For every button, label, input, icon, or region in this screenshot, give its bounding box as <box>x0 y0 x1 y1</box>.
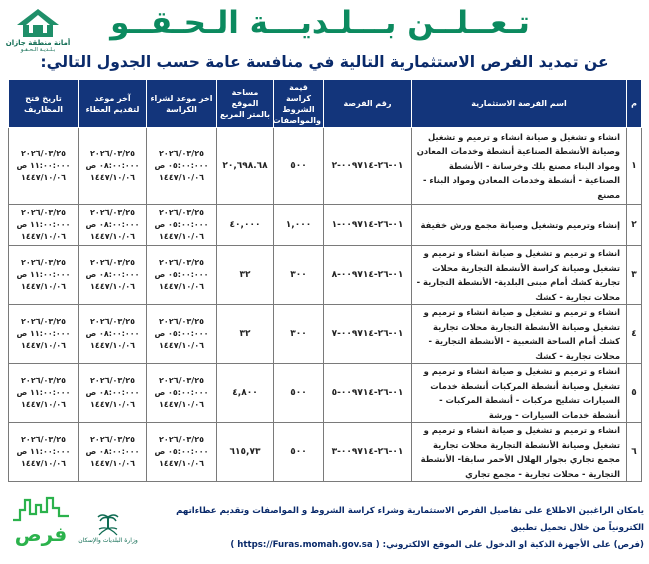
row-open-date: ٢٠٢٦/٠٣/٢٥ ١١:٠٠:٠٠٠ ص ١٤٤٧/١٠/٠٦ <box>9 128 79 205</box>
row-area: ٢٠,٦٩٨.٦٨ <box>217 128 274 205</box>
table-row <box>9 246 642 305</box>
page-subtitle: عن تمديد الفرص الاستثمارية التالية في منافسة عامة حسب الجدول التالي: <box>40 53 609 71</box>
row-open-date: ٢٠٢٦/٠٣/٢٥ ١١:٠٠:٠٠٠ ص ١٤٤٧/١٠/٠٦ <box>9 364 79 423</box>
page-title: تـعــلــن بـــلـديـــة الـحـقــو <box>110 5 530 41</box>
row-area: ٣٢ <box>217 246 274 305</box>
row-price: ٥٠٠ <box>274 423 324 482</box>
header-name: اسم الفرصة الاستثمارية <box>412 80 627 128</box>
row-num: ٤ <box>627 305 642 364</box>
furas-text: فرص <box>14 522 68 546</box>
header-buy: اخر موعد لشراء الكراسة <box>147 80 217 128</box>
palm-swords-icon <box>93 511 123 537</box>
footer-note <box>168 503 644 550</box>
row-submit-deadline: ٢٠٢٦/٠٣/٢٥ ٠٨:٠٠:٠٠٠ ص ١٤٤٧/١٠/٠٦ <box>79 128 147 205</box>
table-row <box>9 205 642 246</box>
header-price: قيمة كراسة الشروط والمواصفات <box>274 80 324 128</box>
row-num: ٢ <box>627 205 642 246</box>
row-price: ١,٠٠٠ <box>274 205 324 246</box>
table-row <box>9 128 642 205</box>
row-submit-deadline: ٢٠٢٦/٠٣/٢٥ ٠٨:٠٠:٠٠٠ ص ١٤٤٧/١٠/٠٦ <box>79 364 147 423</box>
row-num: ١ <box>627 128 642 205</box>
logo-line-1: أمانة منطقة جازان <box>5 39 71 47</box>
row-buy-deadline: ٢٠٢٦/٠٣/٢٥ ٠٥:٠٠:٠٠٠ ص ١٤٤٧/١٠/٠٦ <box>147 205 217 246</box>
municipality-emblem-icon <box>16 8 60 38</box>
furas-logo <box>10 496 72 552</box>
row-name: انشاء و تشغيل و صيانة انشاء و ترميم و تشغيل وصيانة الأنشطة الصناعية أنشطة وخدمات المعادن ومواد البناء مصنع بلك وخرسانة - الأنشطة الصناعية - أنشطة وخدمات المعادن ومواد البناء - مصنع <box>412 128 627 205</box>
row-area: ٤,٨٠٠ <box>217 364 274 423</box>
row-id: ٠١-٢٦-٠٠٩٧١٤-٨ <box>324 246 412 305</box>
row-area: ٣٢ <box>217 305 274 364</box>
row-name: انشاء و ترميم و تشغيل و صيانة انشاء و ترميم و تشغيل وصيانة أنشطة المركبات أنشطة خدمات السيارات تشليح مركبات - أنشطة المركبات - أنشطة خدمات السيارات - ورشة <box>412 364 627 423</box>
row-price: ٥٠٠ <box>274 128 324 205</box>
row-price: ٣٠٠ <box>274 305 324 364</box>
row-buy-deadline: ٢٠٢٦/٠٣/٢٥ ٠٥:٠٠:٠٠٠ ص ١٤٤٧/١٠/٠٦ <box>147 423 217 482</box>
row-buy-deadline: ٢٠٢٦/٠٣/٢٥ ٠٥:٠٠:٠٠٠ ص ١٤٤٧/١٠/٠٦ <box>147 246 217 305</box>
row-submit-deadline: ٢٠٢٦/٠٣/٢٥ ٠٨:٠٠:٠٠٠ ص ١٤٤٧/١٠/٠٦ <box>79 305 147 364</box>
row-area: ٦١٥,٧٣ <box>217 423 274 482</box>
row-open-date: ٢٠٢٦/٠٣/٢٥ ١١:٠٠:٠٠٠ ص ١٤٤٧/١٠/٠٦ <box>9 423 79 482</box>
row-open-date: ٢٠٢٦/٠٣/٢٥ ١١:٠٠:٠٠٠ ص ١٤٤٧/١٠/٠٦ <box>9 246 79 305</box>
furas-skyline-icon <box>12 496 70 522</box>
opportunities-table <box>8 79 642 482</box>
table-row <box>9 364 642 423</box>
footer-line-2[interactable]: (فرص) على الأجهزة الذكية او الدخول على الموقع الالكتروني: ( https://Furas.momah.gov.sa ) <box>230 540 644 550</box>
header-open: تاريخ فتح المظاريف <box>9 80 79 128</box>
row-open-date: ٢٠٢٦/٠٣/٢٥ ١١:٠٠:٠٠٠ ص ١٤٤٧/١٠/٠٦ <box>9 305 79 364</box>
row-id: ٠١-٢٦-٠٠٩٧١٤-٢ <box>324 128 412 205</box>
ministry-name: وزارة البلديات والإسكان <box>78 537 138 544</box>
row-name: انشاء و ترميم و تشغيل و صيانة انشاء و ترميم و تشغيل وصيانة كراسة الأنشطة التجارية محلات تجارية كشك أمام مبنى البلدية- الأنشطة التجارية - محلات تجارية - كشك <box>412 246 627 305</box>
table-row <box>9 423 642 482</box>
logo-line-2: بـلـديـة الـحـقـو <box>20 47 56 53</box>
footer-line-1: يامكان الراغبين الاطلاع على تفاصيل الفرص الاستثمارية وشراء كراسة الشروط و المواصفات وتقديم عطاءاتهم الكترونياً من خلال تحميل تطبيق <box>176 506 644 533</box>
header-num: م <box>627 80 642 128</box>
row-area: ٤٠,٠٠٠ <box>217 205 274 246</box>
row-buy-deadline: ٢٠٢٦/٠٣/٢٥ ٠٥:٠٠:٠٠٠ ص ١٤٤٧/١٠/٠٦ <box>147 305 217 364</box>
header-area: مساحة الموقع بالمتر المربع <box>217 80 274 128</box>
row-num: ٣ <box>627 246 642 305</box>
row-name: انشاء و ترميم و تشغيل و صيانة انشاء و ترميم و تشغيل وصيانة الأنشطة التجارية محلات تجارية كشك أمام الساحة الشعبية - الأنشطة التجارية - محلات تجارية - كشك <box>412 305 627 364</box>
row-num: ٦ <box>627 423 642 482</box>
row-submit-deadline: ٢٠٢٦/٠٣/٢٥ ٠٨:٠٠:٠٠٠ ص ١٤٤٧/١٠/٠٦ <box>79 205 147 246</box>
row-submit-deadline: ٢٠٢٦/٠٣/٢٥ ٠٨:٠٠:٠٠٠ ص ١٤٤٧/١٠/٠٦ <box>79 423 147 482</box>
table-row <box>9 305 642 364</box>
header-submit: آخر موعد لتقديم العطاء <box>79 80 147 128</box>
row-num: ٥ <box>627 364 642 423</box>
header-id: رقم الفرصة <box>324 80 412 128</box>
row-name: انشاء و ترميم و تشغيل و صيانة انشاء و ترميم و تشغيل وصيانة الأنشطة التجارية محلات تجارية مجمع تجاري بجوار الهلال الأحمر سابقا- الأنشطة التجارية - محلات تجارية - مجمع تجاري <box>412 423 627 482</box>
table-header-row <box>9 80 642 128</box>
row-id: ٠١-٢٦-٠٠٩٧١٤-٧ <box>324 305 412 364</box>
row-buy-deadline: ٢٠٢٦/٠٣/٢٥ ٠٥:٠٠:٠٠٠ ص ١٤٤٧/١٠/٠٦ <box>147 364 217 423</box>
row-submit-deadline: ٢٠٢٦/٠٣/٢٥ ٠٨:٠٠:٠٠٠ ص ١٤٤٧/١٠/٠٦ <box>79 246 147 305</box>
row-id: ٠١-٢٦-٠٠٩٧١٤-٣ <box>324 423 412 482</box>
ministry-logo <box>80 500 136 544</box>
row-id: ٠١-٢٦-٠٠٩٧١٤-١ <box>324 205 412 246</box>
row-open-date: ٢٠٢٦/٠٣/٢٥ ١١:٠٠:٠٠٠ ص ١٤٤٧/١٠/٠٦ <box>9 205 79 246</box>
row-name: إنشاء وترميم وتشغيل وصيانة مجمع ورش خفيفة <box>412 205 627 246</box>
row-price: ٥٠٠ <box>274 364 324 423</box>
row-id: ٠١-٢٦-٠٠٩٧١٤-٥ <box>324 364 412 423</box>
row-buy-deadline: ٢٠٢٦/٠٣/٢٥ ٠٥:٠٠:٠٠٠ ص ١٤٤٧/١٠/٠٦ <box>147 128 217 205</box>
row-price: ٣٠٠ <box>274 246 324 305</box>
